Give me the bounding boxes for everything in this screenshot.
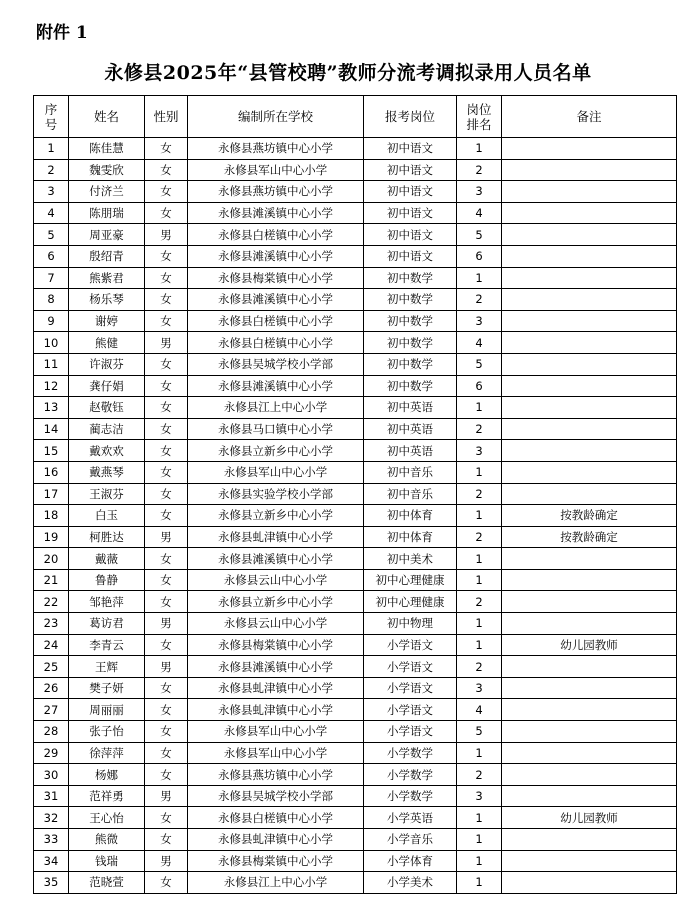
- cell-position: 初中英语: [364, 418, 457, 440]
- cell-school: 永修县白槎镇中心小学: [188, 224, 364, 246]
- table-row: [34, 310, 677, 332]
- cell-name: 王心怡: [69, 807, 145, 829]
- cell-position: 小学数学: [364, 785, 457, 807]
- header-remark: 备注: [502, 96, 677, 138]
- cell-position: 初中数学: [364, 289, 457, 311]
- cell-gender: 男: [145, 224, 188, 246]
- cell-gender: 男: [145, 332, 188, 354]
- cell-school: 永修县滩溪镇中心小学: [188, 656, 364, 678]
- cell-seq: 11: [34, 353, 69, 375]
- cell-rank: 3: [457, 440, 502, 462]
- cell-school: 永修县虬津镇中心小学: [188, 677, 364, 699]
- cell-school: 永修县虬津镇中心小学: [188, 829, 364, 851]
- cell-position: 初中美术: [364, 548, 457, 570]
- cell-name: 熊健: [69, 332, 145, 354]
- cell-rank: 1: [457, 742, 502, 764]
- cell-name: 戴燕琴: [69, 461, 145, 483]
- cell-school: 永修县燕坊镇中心小学: [188, 181, 364, 203]
- table-row: [34, 138, 677, 160]
- cell-school: 永修县军山中心小学: [188, 742, 364, 764]
- cell-gender: 女: [145, 677, 188, 699]
- attachment-label: 附件 1: [36, 23, 88, 43]
- cell-position: 小学数学: [364, 764, 457, 786]
- cell-name: 钱瑞: [69, 850, 145, 872]
- cell-name: 陈朋瑞: [69, 202, 145, 224]
- cell-rank: 3: [457, 181, 502, 203]
- cell-gender: 女: [145, 310, 188, 332]
- cell-gender: 女: [145, 569, 188, 591]
- cell-name: 杨娜: [69, 764, 145, 786]
- cell-seq: 13: [34, 397, 69, 419]
- cell-position: 初中语文: [364, 202, 457, 224]
- cell-remark: [502, 159, 677, 181]
- cell-gender: 女: [145, 634, 188, 656]
- table-row: [34, 353, 677, 375]
- cell-gender: 女: [145, 159, 188, 181]
- cell-position: 小学体育: [364, 850, 457, 872]
- cell-name: 赵敬钰: [69, 397, 145, 419]
- cell-seq: 22: [34, 591, 69, 613]
- table-row: [34, 440, 677, 462]
- cell-rank: 3: [457, 310, 502, 332]
- cell-seq: 33: [34, 829, 69, 851]
- cell-position: 初中数学: [364, 332, 457, 354]
- cell-rank: 2: [457, 418, 502, 440]
- cell-rank: 1: [457, 548, 502, 570]
- cell-gender: 女: [145, 829, 188, 851]
- cell-remark: [502, 138, 677, 160]
- header-seq: 序 号: [34, 96, 69, 138]
- cell-seq: 31: [34, 785, 69, 807]
- cell-remark: [502, 591, 677, 613]
- cell-seq: 34: [34, 850, 69, 872]
- cell-rank: 1: [457, 138, 502, 160]
- cell-gender: 男: [145, 850, 188, 872]
- cell-gender: 女: [145, 548, 188, 570]
- cell-remark: 幼儿园教师: [502, 807, 677, 829]
- cell-position: 初中心理健康: [364, 591, 457, 613]
- table-row: [34, 634, 677, 656]
- cell-rank: 1: [457, 461, 502, 483]
- cell-position: 小学语文: [364, 699, 457, 721]
- cell-rank: 1: [457, 807, 502, 829]
- cell-gender: 女: [145, 181, 188, 203]
- cell-rank: 2: [457, 483, 502, 505]
- cell-gender: 女: [145, 375, 188, 397]
- cell-remark: [502, 440, 677, 462]
- cell-school: 永修县燕坊镇中心小学: [188, 764, 364, 786]
- cell-gender: 女: [145, 591, 188, 613]
- cell-name: 范祥勇: [69, 785, 145, 807]
- cell-remark: [502, 418, 677, 440]
- cell-gender: 女: [145, 267, 188, 289]
- cell-name: 白玉: [69, 505, 145, 527]
- cell-rank: 1: [457, 505, 502, 527]
- cell-remark: [502, 764, 677, 786]
- table-row: [34, 613, 677, 635]
- cell-remark: [502, 677, 677, 699]
- cell-school: 永修县吴城学校小学部: [188, 353, 364, 375]
- cell-rank: 4: [457, 332, 502, 354]
- cell-name: 熊紫君: [69, 267, 145, 289]
- cell-rank: 1: [457, 872, 502, 894]
- cell-seq: 2: [34, 159, 69, 181]
- cell-name: 樊子妍: [69, 677, 145, 699]
- cell-name: 杨乐琴: [69, 289, 145, 311]
- cell-seq: 10: [34, 332, 69, 354]
- cell-remark: [502, 829, 677, 851]
- table-row: [34, 850, 677, 872]
- table-header-row: [34, 96, 677, 138]
- cell-position: 初中物理: [364, 613, 457, 635]
- cell-name: 龚仔娟: [69, 375, 145, 397]
- cell-rank: 2: [457, 764, 502, 786]
- cell-seq: 7: [34, 267, 69, 289]
- cell-rank: 1: [457, 267, 502, 289]
- cell-position: 小学美术: [364, 872, 457, 894]
- header-school: 编制所在学校: [188, 96, 364, 138]
- cell-seq: 23: [34, 613, 69, 635]
- cell-seq: 18: [34, 505, 69, 527]
- cell-school: 永修县滩溪镇中心小学: [188, 245, 364, 267]
- cell-remark: 按教龄确定: [502, 505, 677, 527]
- table-row: [34, 289, 677, 311]
- cell-gender: 女: [145, 418, 188, 440]
- cell-seq: 30: [34, 764, 69, 786]
- cell-school: 永修县虬津镇中心小学: [188, 526, 364, 548]
- cell-position: 初中语文: [364, 245, 457, 267]
- cell-remark: [502, 742, 677, 764]
- table-row: [34, 375, 677, 397]
- cell-school: 永修县滩溪镇中心小学: [188, 548, 364, 570]
- cell-seq: 16: [34, 461, 69, 483]
- cell-rank: 1: [457, 829, 502, 851]
- header-name: 姓名: [69, 96, 145, 138]
- cell-remark: [502, 850, 677, 872]
- cell-name: 王淑芬: [69, 483, 145, 505]
- cell-gender: 女: [145, 505, 188, 527]
- cell-name: 鲁静: [69, 569, 145, 591]
- cell-seq: 12: [34, 375, 69, 397]
- cell-seq: 8: [34, 289, 69, 311]
- cell-remark: [502, 721, 677, 743]
- table-row: [34, 159, 677, 181]
- table-row: [34, 224, 677, 246]
- cell-remark: [502, 267, 677, 289]
- cell-school: 永修县军山中心小学: [188, 159, 364, 181]
- cell-school: 永修县云山中心小学: [188, 613, 364, 635]
- cell-rank: 1: [457, 569, 502, 591]
- cell-gender: 男: [145, 526, 188, 548]
- cell-remark: [502, 353, 677, 375]
- table-row: [34, 872, 677, 894]
- cell-school: 永修县实验学校小学部: [188, 483, 364, 505]
- table-row: [34, 656, 677, 678]
- cell-school: 永修县梅棠镇中心小学: [188, 850, 364, 872]
- cell-school: 永修县燕坊镇中心小学: [188, 138, 364, 160]
- header-position: 报考岗位: [364, 96, 457, 138]
- cell-position: 初中英语: [364, 397, 457, 419]
- cell-position: 小学语文: [364, 656, 457, 678]
- cell-seq: 35: [34, 872, 69, 894]
- cell-name: 徐萍萍: [69, 742, 145, 764]
- table-row: [34, 785, 677, 807]
- cell-gender: 女: [145, 461, 188, 483]
- cell-seq: 21: [34, 569, 69, 591]
- cell-position: 初中音乐: [364, 461, 457, 483]
- table-row: [34, 461, 677, 483]
- cell-school: 永修县吴城学校小学部: [188, 785, 364, 807]
- cell-remark: [502, 375, 677, 397]
- cell-seq: 17: [34, 483, 69, 505]
- table-row: [34, 721, 677, 743]
- cell-school: 永修县军山中心小学: [188, 461, 364, 483]
- cell-position: 初中语文: [364, 181, 457, 203]
- cell-gender: 男: [145, 785, 188, 807]
- cell-remark: [502, 569, 677, 591]
- table-row: [34, 245, 677, 267]
- cell-rank: 3: [457, 677, 502, 699]
- table-row: [34, 699, 677, 721]
- cell-remark: 幼儿园教师: [502, 634, 677, 656]
- cell-school: 永修县马口镇中心小学: [188, 418, 364, 440]
- cell-name: 戴欢欢: [69, 440, 145, 462]
- cell-remark: [502, 245, 677, 267]
- cell-position: 初中数学: [364, 267, 457, 289]
- cell-school: 永修县立新乡中心小学: [188, 505, 364, 527]
- table-row: [34, 569, 677, 591]
- cell-school: 永修县滩溪镇中心小学: [188, 289, 364, 311]
- cell-remark: [502, 613, 677, 635]
- cell-position: 小学语文: [364, 721, 457, 743]
- cell-rank: 2: [457, 159, 502, 181]
- cell-seq: 29: [34, 742, 69, 764]
- cell-position: 初中语文: [364, 138, 457, 160]
- cell-remark: [502, 872, 677, 894]
- cell-seq: 4: [34, 202, 69, 224]
- cell-gender: 女: [145, 807, 188, 829]
- cell-position: 初中语文: [364, 224, 457, 246]
- cell-name: 戴薇: [69, 548, 145, 570]
- cell-name: 邹艳萍: [69, 591, 145, 613]
- cell-name: 张子怡: [69, 721, 145, 743]
- table-body: [34, 138, 677, 894]
- cell-school: 永修县白槎镇中心小学: [188, 807, 364, 829]
- header-rank: 岗位 排名: [457, 96, 502, 138]
- cell-gender: 女: [145, 245, 188, 267]
- cell-name: 殷绍青: [69, 245, 145, 267]
- cell-remark: [502, 461, 677, 483]
- cell-name: 许淑芬: [69, 353, 145, 375]
- cell-position: 初中音乐: [364, 483, 457, 505]
- cell-position: 初中语文: [364, 159, 457, 181]
- cell-school: 永修县白槎镇中心小学: [188, 332, 364, 354]
- cell-school: 永修县梅棠镇中心小学: [188, 267, 364, 289]
- cell-school: 永修县梅棠镇中心小学: [188, 634, 364, 656]
- cell-remark: [502, 483, 677, 505]
- cell-remark: [502, 181, 677, 203]
- cell-seq: 25: [34, 656, 69, 678]
- cell-remark: [502, 202, 677, 224]
- cell-school: 永修县立新乡中心小学: [188, 591, 364, 613]
- cell-name: 熊微: [69, 829, 145, 851]
- cell-rank: 2: [457, 289, 502, 311]
- cell-rank: 1: [457, 397, 502, 419]
- cell-rank: 5: [457, 353, 502, 375]
- cell-gender: 女: [145, 138, 188, 160]
- cell-remark: [502, 699, 677, 721]
- cell-school: 永修县滩溪镇中心小学: [188, 202, 364, 224]
- cell-position: 小学英语: [364, 807, 457, 829]
- cell-position: 初中英语: [364, 440, 457, 462]
- cell-name: 范晓萱: [69, 872, 145, 894]
- cell-gender: 女: [145, 353, 188, 375]
- cell-rank: 1: [457, 850, 502, 872]
- cell-remark: [502, 548, 677, 570]
- cell-name: 付济兰: [69, 181, 145, 203]
- cell-rank: 4: [457, 202, 502, 224]
- cell-position: 初中数学: [364, 310, 457, 332]
- cell-rank: 1: [457, 613, 502, 635]
- table-row: [34, 526, 677, 548]
- cell-name: 蔺志洁: [69, 418, 145, 440]
- table-row: [34, 677, 677, 699]
- cell-rank: 2: [457, 526, 502, 548]
- cell-name: 王辉: [69, 656, 145, 678]
- cell-position: 初中体育: [364, 526, 457, 548]
- cell-remark: [502, 397, 677, 419]
- cell-seq: 1: [34, 138, 69, 160]
- cell-rank: 6: [457, 375, 502, 397]
- cell-gender: 女: [145, 483, 188, 505]
- cell-gender: 女: [145, 397, 188, 419]
- document-title: 永修县2025年“县管校聘”教师分流考调拟录用人员名单: [104, 62, 592, 84]
- cell-gender: 女: [145, 289, 188, 311]
- table-row: [34, 591, 677, 613]
- cell-remark: [502, 656, 677, 678]
- table-row: [34, 764, 677, 786]
- cell-seq: 14: [34, 418, 69, 440]
- cell-school: 永修县江上中心小学: [188, 397, 364, 419]
- cell-position: 初中数学: [364, 353, 457, 375]
- cell-name: 柯胜达: [69, 526, 145, 548]
- cell-rank: 1: [457, 634, 502, 656]
- cell-position: 初中数学: [364, 375, 457, 397]
- cell-name: 陈佳慧: [69, 138, 145, 160]
- cell-seq: 20: [34, 548, 69, 570]
- cell-seq: 24: [34, 634, 69, 656]
- cell-remark: 按教龄确定: [502, 526, 677, 548]
- cell-seq: 28: [34, 721, 69, 743]
- table-row: [34, 829, 677, 851]
- cell-gender: 女: [145, 764, 188, 786]
- cell-rank: 5: [457, 721, 502, 743]
- cell-rank: 5: [457, 224, 502, 246]
- cell-name: 周亚豪: [69, 224, 145, 246]
- table-row: [34, 397, 677, 419]
- table-row: [34, 483, 677, 505]
- cell-seq: 9: [34, 310, 69, 332]
- cell-remark: [502, 224, 677, 246]
- cell-name: 葛访君: [69, 613, 145, 635]
- cell-gender: 女: [145, 721, 188, 743]
- header-gender: 性别: [145, 96, 188, 138]
- table-row: [34, 332, 677, 354]
- cell-school: 永修县江上中心小学: [188, 872, 364, 894]
- cell-name: 谢婷: [69, 310, 145, 332]
- cell-position: 初中体育: [364, 505, 457, 527]
- cell-position: 小学音乐: [364, 829, 457, 851]
- cell-position: 小学数学: [364, 742, 457, 764]
- cell-seq: 5: [34, 224, 69, 246]
- cell-seq: 26: [34, 677, 69, 699]
- cell-school: 永修县滩溪镇中心小学: [188, 375, 364, 397]
- cell-gender: 女: [145, 699, 188, 721]
- cell-seq: 6: [34, 245, 69, 267]
- cell-school: 永修县云山中心小学: [188, 569, 364, 591]
- cell-remark: [502, 289, 677, 311]
- cell-school: 永修县立新乡中心小学: [188, 440, 364, 462]
- table-row: [34, 181, 677, 203]
- cell-remark: [502, 785, 677, 807]
- cell-seq: 32: [34, 807, 69, 829]
- table-row: [34, 202, 677, 224]
- cell-school: 永修县军山中心小学: [188, 721, 364, 743]
- cell-rank: 4: [457, 699, 502, 721]
- cell-seq: 27: [34, 699, 69, 721]
- cell-gender: 女: [145, 440, 188, 462]
- cell-gender: 女: [145, 742, 188, 764]
- cell-position: 小学语文: [364, 634, 457, 656]
- cell-gender: 男: [145, 656, 188, 678]
- cell-rank: 6: [457, 245, 502, 267]
- cell-remark: [502, 332, 677, 354]
- cell-rank: 3: [457, 785, 502, 807]
- cell-seq: 15: [34, 440, 69, 462]
- cell-school: 永修县虬津镇中心小学: [188, 699, 364, 721]
- cell-name: 周丽丽: [69, 699, 145, 721]
- hiring-list-table: [33, 95, 677, 894]
- cell-rank: 2: [457, 591, 502, 613]
- table-row: [34, 267, 677, 289]
- cell-remark: [502, 310, 677, 332]
- table-row: [34, 418, 677, 440]
- table-row: [34, 742, 677, 764]
- cell-gender: 女: [145, 872, 188, 894]
- cell-name: 李青云: [69, 634, 145, 656]
- cell-gender: 男: [145, 613, 188, 635]
- cell-rank: 2: [457, 656, 502, 678]
- table-row: [34, 807, 677, 829]
- cell-seq: 3: [34, 181, 69, 203]
- cell-gender: 女: [145, 202, 188, 224]
- table-row: [34, 505, 677, 527]
- cell-name: 魏雯欣: [69, 159, 145, 181]
- cell-seq: 19: [34, 526, 69, 548]
- cell-position: 小学语文: [364, 677, 457, 699]
- cell-position: 初中心理健康: [364, 569, 457, 591]
- table-row: [34, 548, 677, 570]
- cell-school: 永修县白槎镇中心小学: [188, 310, 364, 332]
